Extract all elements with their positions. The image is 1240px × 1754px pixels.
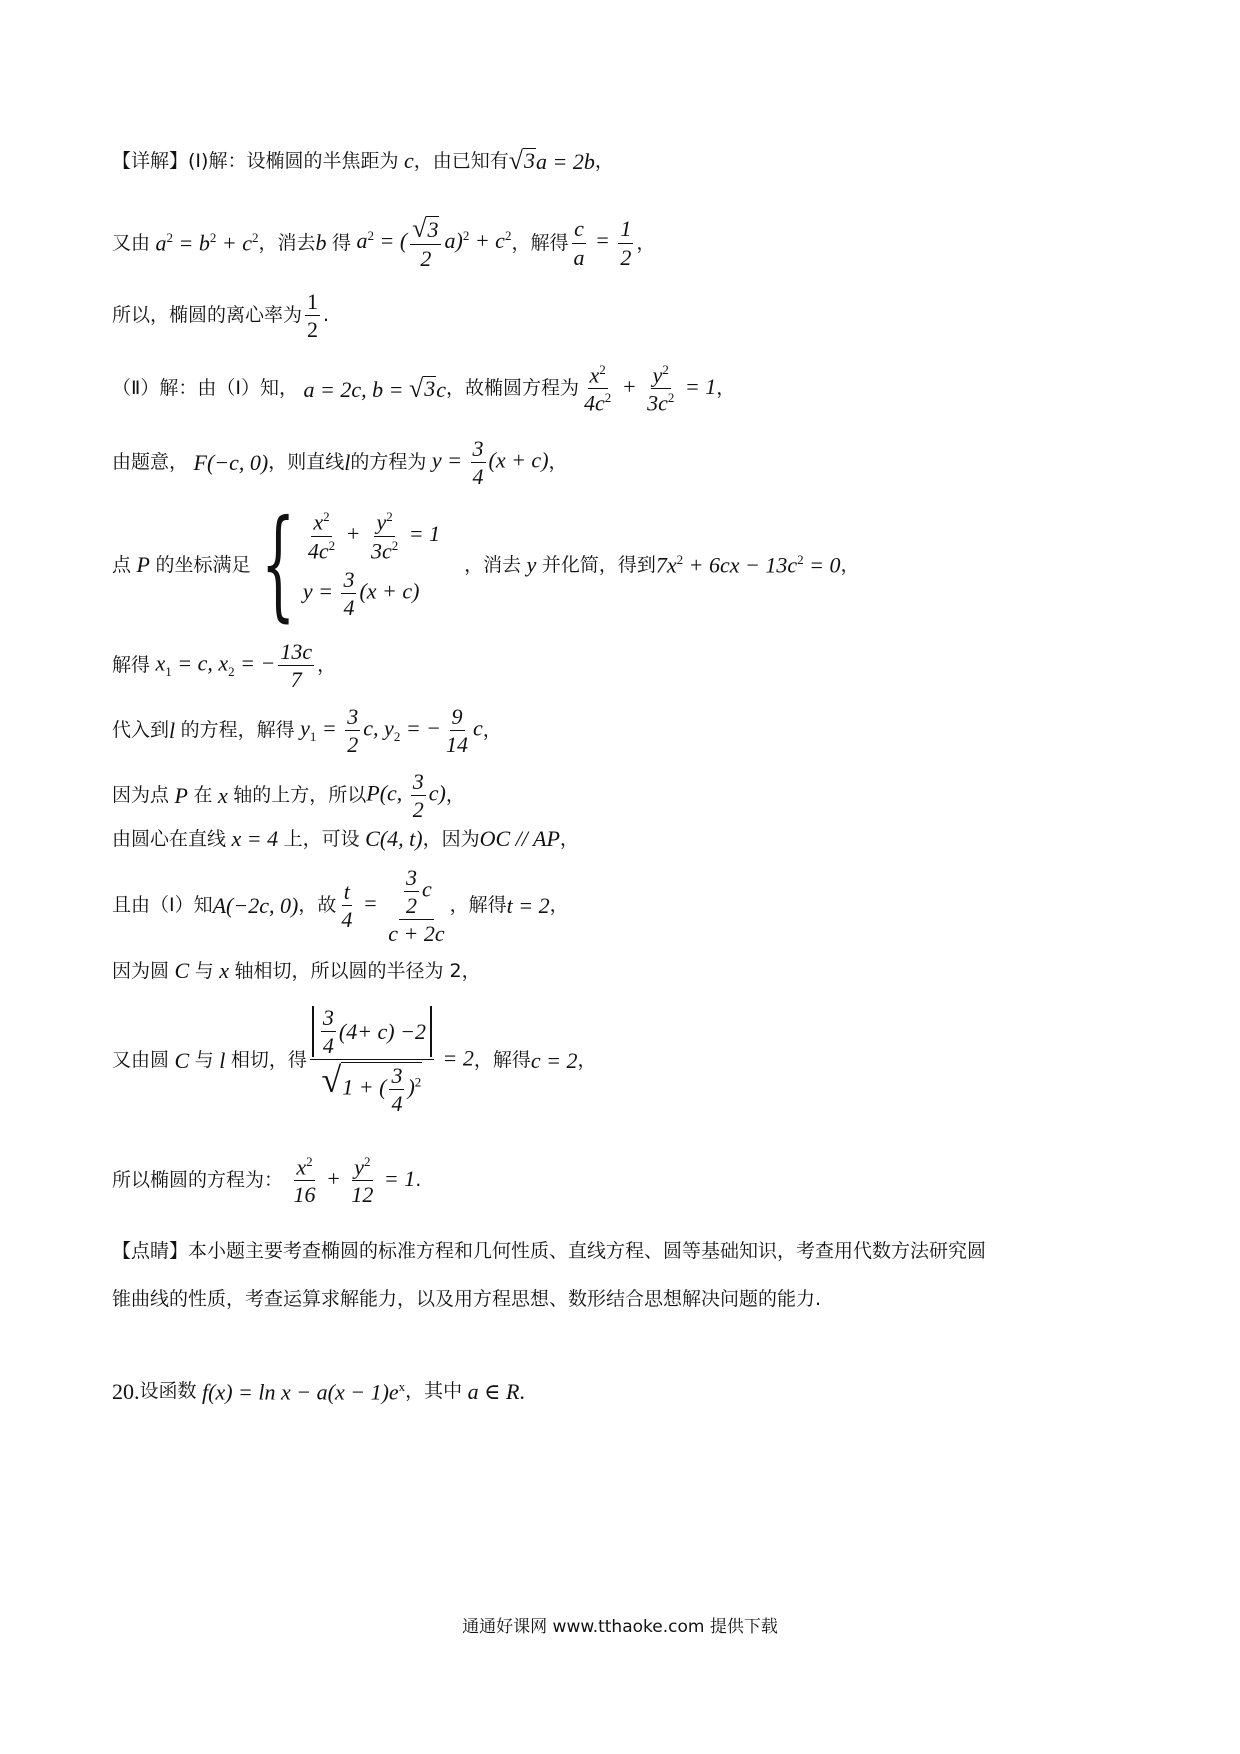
math-line-eq: y = $\frac{3}{4}$ (x + c) (426, 436, 549, 490)
solution-line-10: 由圆心在直线 x = 4 上，可设 C(4, t) ，因为 OC // AP ， (112, 826, 579, 851)
math-center: C(4, t) (359, 826, 423, 851)
solution-line-1: 【详解】 (Ⅰ) 解：设椭圆的半焦距为 c ，由已知有 √ 3 a = 2b ， (112, 146, 614, 175)
math-distance-eq: $\frac{3}{4}$ ( 4 + c) − 2 √ 1 + ( $\frac{3}{4}$ )$^2$ = 2 (307, 1006, 474, 1115)
math-system: $\frac{x^2}{4c^2}$ + $\frac{y^2}{3c^2}$ = 1 y = $\frac{3}{4}$ (x + c) (302, 509, 441, 621)
note-line-2: 锥曲线的性质，考查运算求解能力，以及用方程思想、数形结合思想解决问题的能力. (112, 1288, 822, 1310)
solution-line-5: 由题意， F(−c, 0) ，则直线 l 的方程为 y = $\frac{3}{4}$ (x + c) ， (112, 436, 568, 490)
note-tag: 【点睛】 (112, 1240, 189, 1262)
part-label: (Ⅰ) (188, 149, 209, 172)
math-slope-eq: $\frac{t}{4}$ = $\frac{3}{2}$ c c + 2c (341, 865, 445, 947)
math-a-b: a = 2c, b = √ 3 c (297, 373, 446, 403)
math-ratio: $\frac{c}{a}$ = $\frac{1}{2}$ (573, 216, 632, 270)
math-focus: F(−c, 0) (188, 449, 269, 475)
math-pythag: $a^2 = b^2 + c^2$ (150, 230, 259, 256)
math-x-roots: $x_1 = c$, $x_2$ = − $\frac{13c}{7}$ (150, 639, 313, 693)
math-substitution: $a^2$ = ( √ 3 2 $a)^2 + c^2$ (351, 214, 512, 271)
detail-tag: 【详解】 (112, 149, 189, 172)
solution-line-4: （Ⅱ）解：由（Ⅰ）知， a = 2c, b = √ 3 c ，故椭圆方程为 $\frac{x^2}{4c^2}$ + $\frac{y^2}{3c^2}$ = 1 ， (112, 362, 736, 416)
solution-line-7: 解得 $x_1 = c$, $x_2$ = − $\frac{13c}{7}$ ， (112, 639, 337, 693)
math-final-ellipse: $\frac{x^2}{16}$ + $\frac{y^2}{12}$ = 1 (293, 1154, 416, 1208)
solution-line-12: 因为圆 C 与 x 轴相切，所以圆的半径为 2， (112, 958, 481, 983)
math-y-roots: $y_1$ = $\frac{3}{2}$ c, $y_2$ = − $\frac{9}{14}$ c (294, 704, 483, 758)
math-eccentricity: $\frac{1}{2}$ (307, 289, 319, 343)
solution-line-11: 且由（Ⅰ）知 A(−2c, 0) ，故 $\frac{t}{4}$ = $\frac{3}{2}$ c c + 2c ，解得 t = 2 ， (112, 865, 569, 947)
note-line-1: 【点睛】 本小题主要考查椭圆的标准方程和几何性质、直线方程、圆等基础知识，考查用代数方法研究圆 (112, 1240, 987, 1262)
math-point-a: A(−2c, 0) (212, 892, 299, 918)
math-point-p: P(c, $\frac{3}{2}$ c) (366, 769, 446, 823)
math-relation: √ 3 a = 2b (508, 146, 595, 175)
solution-line-2: 又由 $a^2 = b^2 + c^2$ ，消去 b 得 $a^2$ = ( √ 3 2 $a)^2 + c^2$ ，解得 $\frac{c}{a}$ = $\frac{1}{2}$ ， (112, 214, 656, 271)
question-number: 20. (112, 1378, 140, 1404)
solution-line-14: 所以椭圆的方程为： $\frac{x^2}{16}$ + $\frac{y^2}{12}$ = 1 . (112, 1154, 422, 1208)
math-c: c (398, 148, 414, 173)
solution-line-13: 又由圆 C 与 l 相切，得 $\frac{3}{4}$ ( 4 + c) − 2 √ 1 + ( $\frac{3}{4}$ )$^2$ = 2 ，解得 c = 2 ， (112, 1005, 597, 1117)
math-parallel: OC // AP (479, 826, 560, 851)
system-brace: { (261, 495, 296, 634)
solution-line-9: 因为点 P 在 x 轴的上方，所以 P(c, $\frac{3}{2}$ c) ， (112, 769, 465, 823)
math-quadratic: $7x^2 + 6cx - 13c^2 = 0$ (655, 552, 841, 578)
math-ellipse-eq: $\frac{x^2}{4c^2}$ + $\frac{y^2}{3c^2}$ = 1 (584, 362, 717, 416)
question-20: 20. 设函数 $f(x) = \ln x - a(x - 1)e^x$ ，其中 a ∈ R . (112, 1378, 525, 1405)
solution-line-8: 代入到 l 的方程，解得 $y_1$ = $\frac{3}{2}$ c, $y_2$ = − $\frac{9}{14}$ c ， (112, 704, 502, 758)
footer-source: 通通好课网 www.tthaoke.com 提供下载 (462, 1617, 778, 1637)
solution-line-6: 点 P 的坐标满足 { $\frac{x^2}{4c^2}$ + $\frac{y^2}{3c^2}$ = 1 y = $\frac{3}{4}$ (x + c) ，消去 y 并化简，得到 $7x^2 + 6cx - 13c^2 = 0$ ， (112, 495, 860, 634)
solution-line-3: 所以，椭圆的离心率为 $\frac{1}{2}$ . (112, 289, 330, 343)
math-function: $f(x) = \ln x - a(x - 1)e^x$ (196, 1379, 406, 1405)
